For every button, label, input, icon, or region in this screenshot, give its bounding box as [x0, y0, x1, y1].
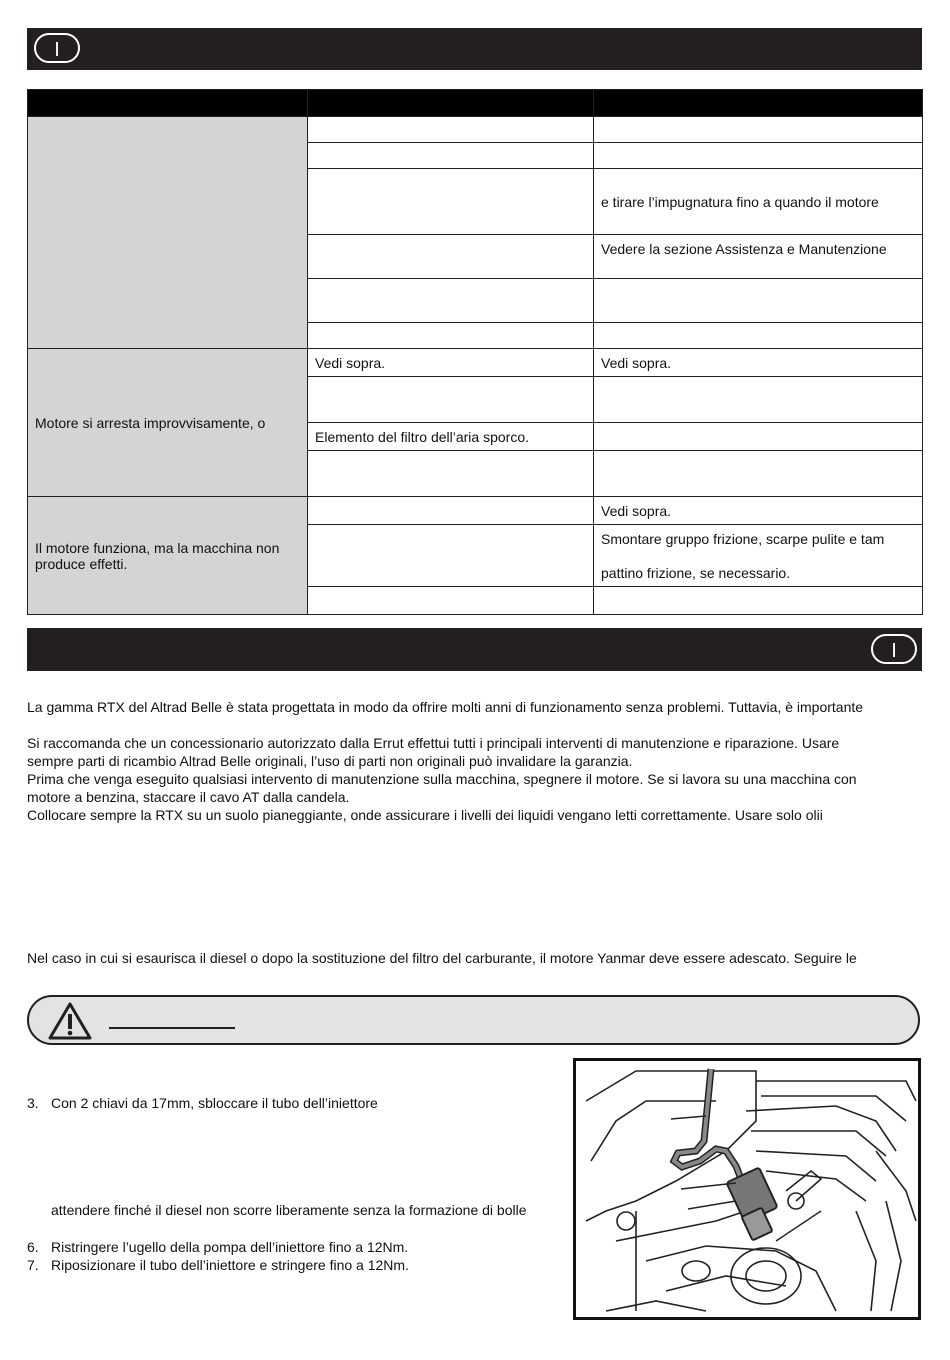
section-header-maintenance	[27, 628, 922, 671]
dealer-paragraph-line2: sempre parti di ricambio Altrad Belle originali, l’uso di parti non originali può invalidare la garanzia.	[27, 753, 633, 769]
cause-cell	[308, 451, 594, 497]
priming-paragraph: Nel caso in cui si esaurisca il diesel o dopo la sostituzione del filtro del carburante, il motore Yanmar deve essere adescato. Seguire le	[27, 950, 857, 966]
problem-cell	[28, 117, 308, 349]
step-continuation: attendere finché il diesel non scorre liberamente senza la formazione di bolle	[51, 1202, 527, 1218]
column-header-remedy	[594, 90, 923, 117]
section-header-troubleshooting	[27, 28, 922, 70]
remedy-line: Smontare gruppo frizione, scarpe pulite e tam	[601, 530, 885, 547]
cause-cell	[308, 377, 594, 423]
step-3: 3. Con 2 chiavi da 17mm, sbloccare il tubo dell’iniettore	[27, 1095, 378, 1111]
column-header-problem	[28, 90, 308, 117]
remedy-cell: Vedi sopra.	[594, 497, 923, 525]
table-row	[28, 117, 923, 143]
warning-triangle-icon	[47, 1001, 93, 1041]
cause-cell	[308, 497, 594, 525]
troubleshooting-table	[27, 89, 923, 615]
remedy-cell	[594, 323, 923, 349]
remedy-cell	[594, 377, 923, 423]
problem-cell: Motore si arresta improvvisamente, o	[28, 349, 308, 497]
warning-title-underline	[109, 1027, 235, 1029]
remedy-cell	[594, 279, 923, 323]
engine-injector-illustration	[573, 1058, 921, 1320]
remedy-cell	[594, 451, 923, 497]
remedy-line: pattino frizione, se necessario.	[601, 564, 791, 581]
cause-cell	[308, 279, 594, 323]
safety-paragraph-line1: Prima che venga eseguito qualsiasi intervento di manutenzione sulla macchina, spegnere il motore. Se si lavora su una macchina con	[27, 771, 857, 787]
cause-cell: Elemento del filtro dell’aria sporco.	[308, 423, 594, 451]
remedy-cell	[594, 587, 923, 615]
level-ground-paragraph: Collocare sempre la RTX su un suolo pianeggiante, onde assicurare i livelli dei liquidi vengano letti correttamente. Usare solo olii	[27, 807, 823, 823]
warning-box	[27, 995, 920, 1045]
step-6: 6. Ristringere l’ugello della pompa dell’iniettore fino a 12Nm.	[27, 1239, 409, 1255]
step-7: 7. Riposizionare il tubo dell’iniettore e stringere fino a 12Nm.	[27, 1257, 409, 1273]
table-row	[28, 497, 923, 525]
intro-paragraph: La gamma RTX del Altrad Belle è stata progettata in modo da offrire molti anni di funzionamento senza problemi. Tuttavia, è importante	[27, 699, 864, 715]
injector-line-drawing	[576, 1061, 918, 1317]
cause-cell	[308, 323, 594, 349]
remedy-cell	[594, 143, 923, 169]
remedy-cell: e tirare l’impugnatura fino a quando il motore	[594, 169, 923, 235]
dealer-paragraph-line1: Si raccomanda che un concessionario autorizzato dalla Errut effettui tutti i principali interventi di manutenzione e riparazione. Usare	[27, 735, 840, 751]
problem-cell: Il motore funziona, ma la macchina non produce effetti.	[28, 497, 308, 615]
cause-cell	[308, 587, 594, 615]
language-badge: I	[34, 33, 80, 63]
cause-cell	[308, 235, 594, 279]
remedy-cell	[594, 525, 923, 587]
column-header-cause	[308, 90, 594, 117]
cause-cell	[308, 143, 594, 169]
cause-cell	[308, 525, 594, 587]
language-badge: I	[871, 634, 917, 664]
cause-cell	[308, 169, 594, 235]
remedy-cell	[594, 423, 923, 451]
cause-cell	[308, 117, 594, 143]
remedy-cell	[594, 117, 923, 143]
safety-paragraph-line2: motore a benzina, staccare il cavo AT dalla candela.	[27, 789, 350, 805]
remedy-cell: Vedi sopra.	[594, 349, 923, 377]
table-row	[28, 349, 923, 377]
table-header-row	[28, 90, 923, 117]
remedy-cell: Vedere la sezione Assistenza e Manutenzione	[594, 235, 923, 279]
cause-cell: Vedi sopra.	[308, 349, 594, 377]
